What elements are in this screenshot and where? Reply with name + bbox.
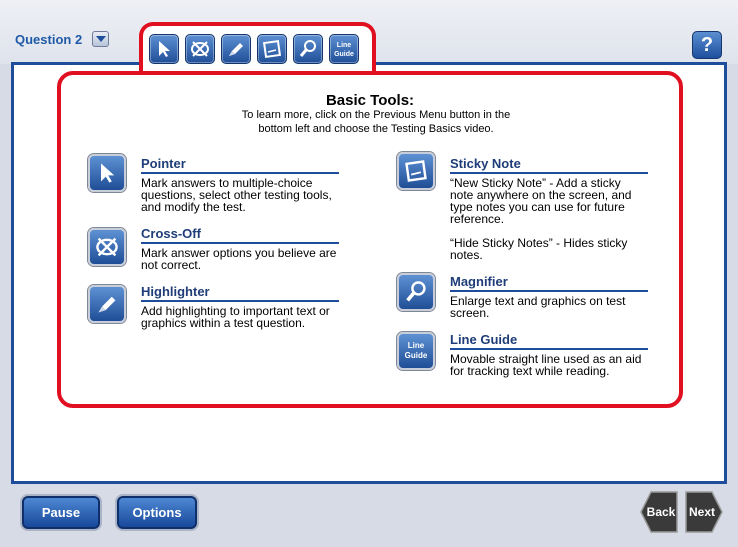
highlighter-title: Highlighter <box>141 284 339 302</box>
highlighter-tool-icon <box>88 285 126 323</box>
question-dropdown-button[interactable] <box>92 31 109 47</box>
question-label: Question 2 <box>15 32 83 47</box>
line-guide-icon[interactable] <box>329 34 359 64</box>
options-button[interactable]: Options <box>117 496 197 529</box>
magnifier-tool-icon <box>397 273 435 311</box>
sticky-note-description: “New Sticky Note” - Add a sticky note anywhere on the screen, and type notes you can use for future reference. <box>450 176 632 226</box>
sticky-note-title: Sticky Note <box>450 156 648 174</box>
help-button[interactable]: ? <box>692 31 722 59</box>
content-title: Basic Tools: <box>325 92 415 109</box>
magnifier-icon[interactable] <box>293 34 323 64</box>
cross-off-tool-icon <box>88 228 126 266</box>
cross-off-title: Cross-Off <box>141 226 339 244</box>
sticky-note-icon[interactable] <box>257 34 287 64</box>
content-box <box>57 71 683 408</box>
back-button[interactable] <box>640 491 678 533</box>
content-subtitle: To learn more, click on the Previous Menu button in the bottom left and choose the Testing Basics video. <box>241 109 511 135</box>
line-guide-icon-label-1: Line <box>407 341 425 350</box>
line-guide-title: Line Guide <box>450 332 648 350</box>
pointer-title: Pointer <box>141 156 339 174</box>
cross-off-icon[interactable] <box>185 34 215 64</box>
line-guide-icon-label-2: Guide <box>404 351 428 360</box>
back-label: Back <box>646 505 676 519</box>
line-guide-description: Movable straight line used as an aid for tracking text while reading. <box>450 352 642 378</box>
tools-tab <box>139 22 376 78</box>
magnifier-title: Magnifier <box>450 274 648 292</box>
bottom-bar <box>0 484 738 547</box>
magnifier-description: Enlarge text and graphics on test screen. <box>450 294 626 320</box>
next-label: Next <box>688 505 715 519</box>
line-guide-tool-icon <box>397 332 435 370</box>
next-button[interactable] <box>685 491 723 533</box>
pointer-icon[interactable] <box>149 34 179 64</box>
sticky-note-tool-icon <box>397 152 435 190</box>
line-guide-label-1: Line <box>336 42 352 49</box>
line-guide-label-2: Guide <box>334 51 354 58</box>
hide-sticky-notes-description: “Hide Sticky Notes” - Hides sticky notes. <box>450 236 628 262</box>
pointer-description: Mark answers to multiple-choice questions, select other testing tools, and modify the test. <box>141 176 332 214</box>
highlighter-description: Add highlighting to important text or graphics within a test question. <box>141 304 330 330</box>
pause-button[interactable]: Pause <box>22 496 100 529</box>
pointer-tool-icon <box>88 154 126 192</box>
cross-off-description: Mark answer options you believe are not correct. <box>141 246 337 272</box>
highlighter-icon[interactable] <box>221 34 251 64</box>
